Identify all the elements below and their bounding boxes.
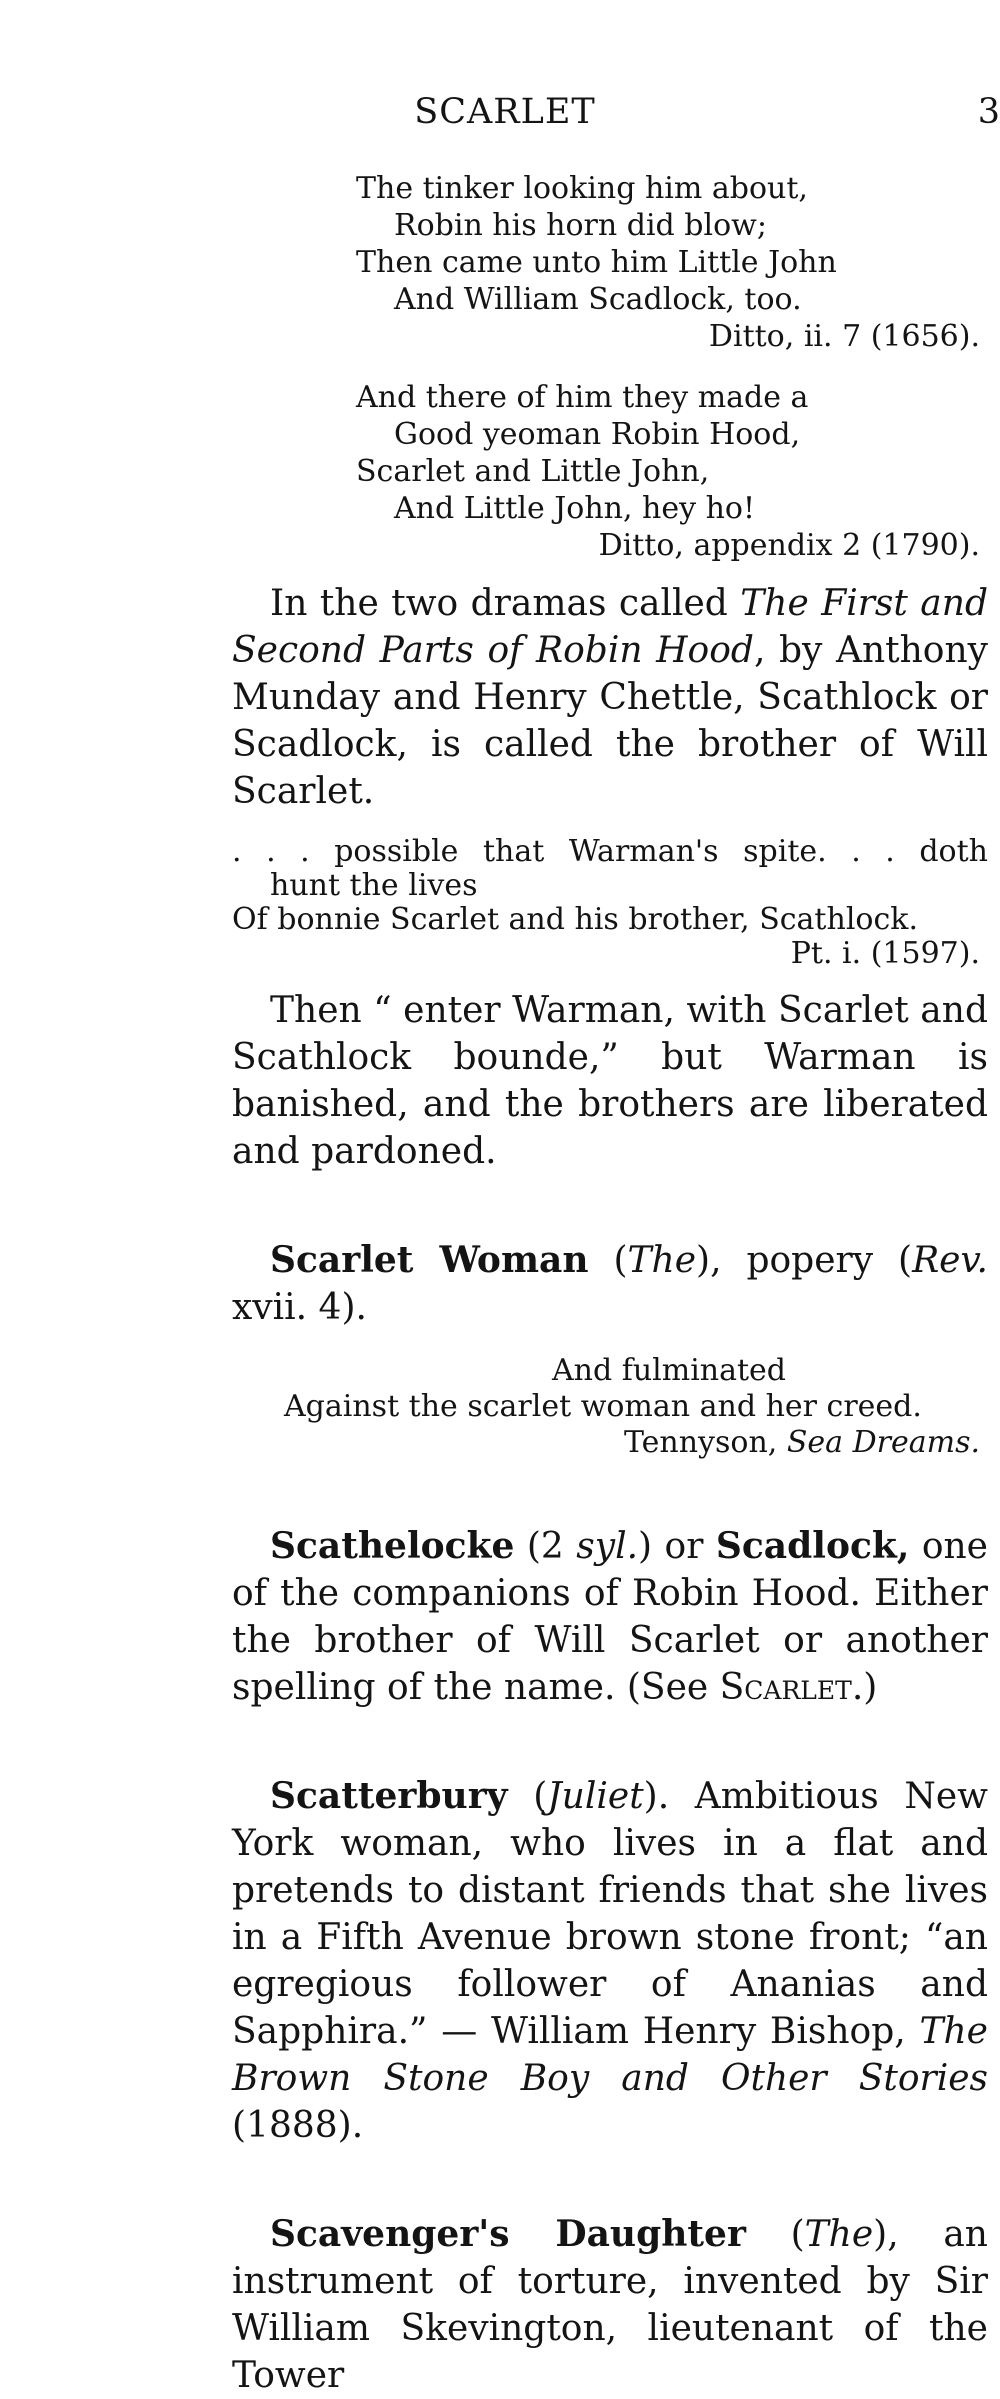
- headword: Scarlet Woman: [270, 1239, 589, 1281]
- verse-line: And Little John, hey ho!: [394, 491, 756, 526]
- verse-line: Robin his horn did blow;: [394, 208, 767, 243]
- italic-run: Rev.: [912, 1240, 988, 1281]
- headword: Scathelocke: [270, 1525, 515, 1567]
- verse-line: Then came unto him Little John: [356, 245, 837, 280]
- verse-block: [356, 379, 988, 564]
- text-run: one of the companions of Robin Hood. Either the brother of Will Scarlet or another spelling of the name. (See: [232, 1526, 988, 1708]
- verse-citation: Ditto, ii. 7 (1656).: [708, 319, 980, 354]
- entry-scathelocke: [232, 1523, 988, 1711]
- italic-run: syl.: [576, 1526, 639, 1567]
- work-title: The First and Second Parts of Robin Hood: [232, 583, 989, 671]
- text-run: (2: [514, 1526, 577, 1567]
- text-run: ), popery (: [696, 1240, 913, 1281]
- headword: Scavenger's Daughter: [270, 2213, 746, 2255]
- paragraph-warman: Then “ enter Warman, with Scarlet and Scathlock bounde,” but Warman is banished, and the brothers are liberated and pardoned.: [232, 990, 988, 1172]
- text-run: , by Anthony Munday and Henry Chettle, Scathlock or Scadlock, is called the brother of Will Scarlet.: [232, 630, 989, 812]
- verse-citation: Ditto, appendix 2 (1790).: [598, 528, 980, 563]
- text-run: ), an instrument of torture, invented by Sir William Skevington, lieutenant of the Tower: [232, 2214, 988, 2396]
- quote-line: . . . possible that Warman's spite. . . doth: [232, 834, 988, 869]
- quote-line: And fulminated: [552, 1353, 787, 1388]
- quote-line: Against the scarlet woman and her creed.: [284, 1389, 922, 1424]
- text-run: In the two dramas called: [270, 583, 741, 624]
- quote-citation: Pt. i. (1597).: [790, 936, 980, 971]
- page-number: 3: [977, 92, 1000, 132]
- headword: Scatterbury: [270, 1775, 508, 1817]
- verse-block: [356, 170, 988, 355]
- text-run: ). Ambitious New York woman, who lives in a flat and pretends to distant friends that she lives in a Fifth Avenue brown stone front; “an egregious follower of Ananias and Sapphira.” — William Henry Bishop,: [232, 1776, 988, 2052]
- text-run: ): [863, 1667, 878, 1708]
- cite-author: Tennyson,: [623, 1425, 787, 1460]
- page-header: [0, 92, 1000, 142]
- verse-line: And William Scadlock, too.: [394, 282, 802, 317]
- cite-work: Sea Dreams.: [786, 1425, 980, 1460]
- quote-citation: [232, 1425, 988, 1461]
- work-title: The Brown Stone Boy and Other Stories: [232, 2011, 988, 2099]
- text-run: ) or: [638, 1526, 716, 1567]
- italic-run: The: [804, 2214, 874, 2255]
- entry-scarlet-woman: [232, 1237, 988, 1331]
- text-run: (: [507, 1776, 548, 1817]
- italic-run: The: [627, 1240, 697, 1281]
- text-run: (: [588, 1240, 628, 1281]
- verse-line: And there of him they made a: [356, 380, 809, 415]
- headword-variant: Scadlock,: [715, 1525, 910, 1567]
- text-run: (1888).: [232, 2105, 364, 2146]
- text-run: (: [745, 2214, 805, 2255]
- entry-scatterbury: [232, 1773, 988, 2149]
- quote-line: hunt the lives: [270, 868, 478, 903]
- running-head: SCARLET: [414, 92, 596, 132]
- verse-line: Scarlet and Little John,: [356, 454, 710, 489]
- paragraph-dramas: [232, 580, 988, 815]
- page-body: [232, 170, 988, 2399]
- italic-run: Juliet: [547, 1776, 644, 1817]
- cross-reference: Scarlet.: [719, 1667, 864, 1708]
- quote-block: [232, 835, 988, 971]
- verse-line: The tinker looking him about,: [356, 171, 808, 206]
- verse-line: Good yeoman Robin Hood,: [394, 417, 801, 452]
- entry-scavengers-daughter: [232, 2211, 988, 2399]
- quote-block: [232, 1353, 988, 1461]
- text-run: xvii. 4).: [232, 1287, 367, 1328]
- quote-line: Of bonnie Scarlet and his brother, Scathlock.: [232, 902, 918, 937]
